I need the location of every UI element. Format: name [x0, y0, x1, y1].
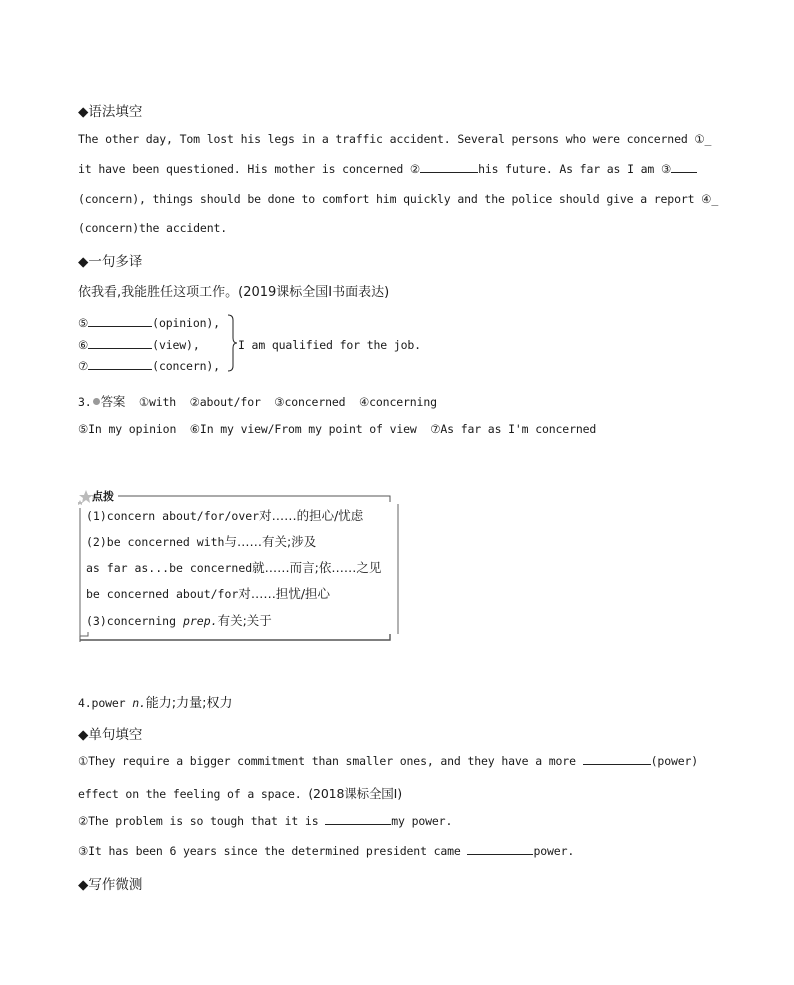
- single-line-1: ①They require a bigger commitment than smaller ones, and they have a more (power): [78, 754, 699, 768]
- tip-line-1: (1)concern about/for/over对……的担心/忧虑: [86, 508, 364, 523]
- multi-item-7: ⑦ (concern),: [78, 359, 220, 373]
- section-title-multi-translation: ◆一句多译: [78, 254, 143, 270]
- blank-single-1[interactable]: [583, 754, 651, 765]
- answer-line-1: 3. 答案 ①with ②about/for ③concerned ④concerning: [78, 394, 437, 409]
- multi-translation-sentence: I am qualified for the job.: [238, 338, 421, 352]
- single-line-2: ②The problem is so tough that it is my power.: [78, 814, 453, 828]
- multi-translation-prompt: 依我看,我能胜任这项工作。(2019课标全国Ⅰ书面表达): [78, 285, 390, 300]
- multi-item-5: ⑤ (opinion),: [78, 316, 220, 330]
- tip-line-4: be concerned about/for对……担忧/担心: [86, 586, 331, 601]
- single-line-1b: effect on the feeling of a space. (2018课标全国Ⅰ): [78, 786, 402, 801]
- blank-2[interactable]: [420, 162, 478, 173]
- passage-line-1: The other day, Tom lost his legs in a traffic accident. Several persons who were concerned ①_: [78, 132, 712, 146]
- answer-line-2: ⑤In my opinion ⑥In my view/From my point of view ⑦As far as I'm concerned: [78, 422, 597, 436]
- blank-single-2[interactable]: [325, 814, 391, 825]
- passage-line-4: (concern)the accident.: [78, 221, 228, 235]
- curly-brace: [226, 314, 238, 372]
- tip-box: [78, 490, 400, 642]
- blank-5[interactable]: [88, 316, 152, 327]
- blank-7[interactable]: [88, 359, 152, 370]
- single-line-3: ③It has been 6 years since the determined president came power.: [78, 844, 575, 858]
- multi-item-6: ⑥ (view),: [78, 338, 200, 352]
- tip-line-5: (3)concerning prep.有关;关于: [86, 613, 272, 628]
- passage-line-3: (concern), things should be done to comfort him quickly and the police should give a report ④_: [78, 192, 719, 206]
- section-title-grammar: ◆语法填空: [78, 104, 143, 120]
- tip-line-3: as far as...be concerned就……而言;依……之见: [86, 560, 382, 575]
- tip-line-2: (2)be concerned with与……有关;涉及: [86, 534, 317, 549]
- passage-line-2: it have been questioned. His mother is concerned ② his future. As far as I am ③: [78, 162, 697, 176]
- blank-single-3[interactable]: [467, 844, 533, 855]
- section-title-writing: ◆写作微测: [78, 877, 143, 893]
- answer-icon: [93, 398, 100, 405]
- blank-6[interactable]: [88, 338, 152, 349]
- blank-3[interactable]: [671, 162, 697, 173]
- tip-title: 点拨: [92, 490, 114, 503]
- power-heading: 4.power n.能力;力量;权力: [78, 696, 233, 711]
- section-title-single-fill: ◆单句填空: [78, 727, 143, 743]
